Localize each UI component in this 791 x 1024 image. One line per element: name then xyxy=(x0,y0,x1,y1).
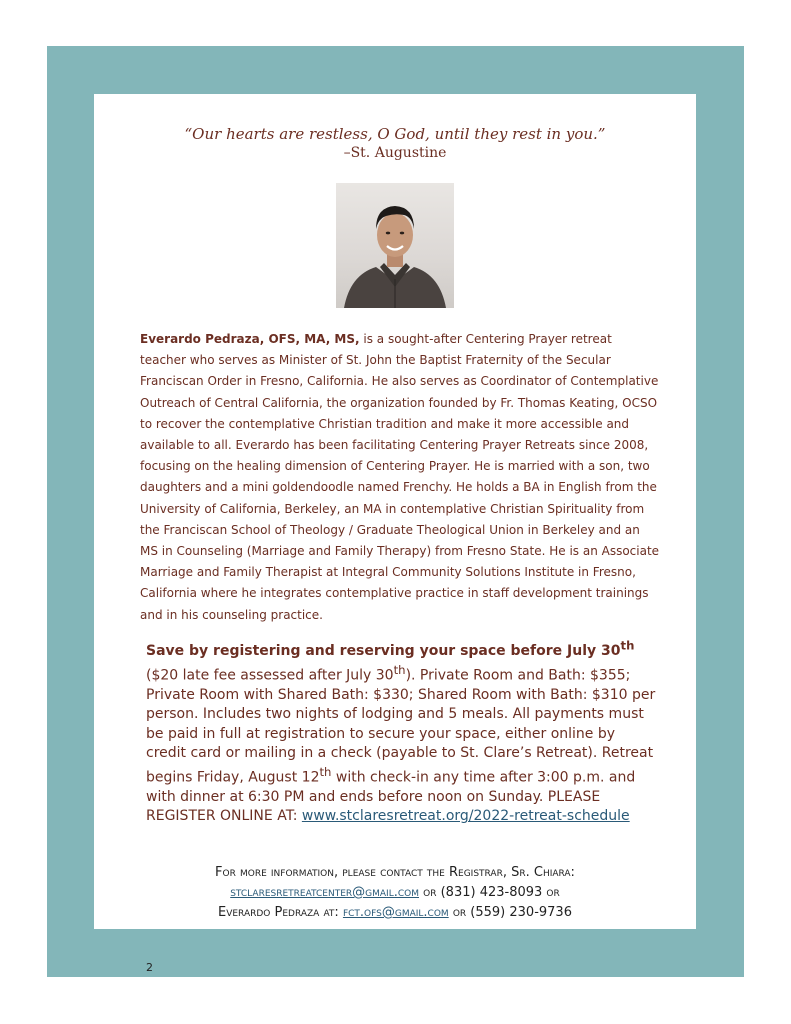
registration-deadline xyxy=(146,638,635,659)
speaker-portrait-illustration xyxy=(336,183,454,308)
contact-line-3 xyxy=(94,903,696,923)
deadline-superscript: th xyxy=(620,638,635,652)
registrar-phone: (831) 423-8093 xyxy=(440,885,543,900)
speaker-bio xyxy=(140,329,660,626)
or-separator: or xyxy=(419,885,441,900)
content-panel xyxy=(94,94,696,929)
speaker-name: Everardo Pedraza, OFS, MA, MS, xyxy=(140,332,360,346)
pricing-text: ). Private Room and Bath: $355; Private Room with Shared Bath: $330; Shared Room with Bath: $310 per person. Includes two nights of lodging and 5 meals. All payments must be paid in full at registration to secure your space, either online by credit card or mailing in a check (payable to St. Clare’s Retreat). Retreat begins Friday, August 12 xyxy=(146,667,656,786)
speaker-contact-label: Everardo Pedraza at: xyxy=(218,905,343,920)
late-fee-text: ($20 late fee assessed after July 30 xyxy=(146,667,394,684)
quote-text: “Our hearts are restless, O God, until they rest in you.” xyxy=(184,125,606,143)
contact-line-1: For more information, please contact the Registrar, Sr. Chiara: xyxy=(215,865,575,880)
registration-info xyxy=(146,636,656,827)
late-fee-superscript: th xyxy=(393,662,406,677)
registrar-email-link[interactable]: stclaresretreatcenter@gmail.com xyxy=(230,885,419,900)
or-separator: or xyxy=(448,905,471,920)
speaker-bio-text: is a sought-after Centering Prayer retreat teacher who serves as Minister of St. John the Baptist Fraternity of the Secular Franciscan Order in Fresno, California. He also serves as Coordinator of Contemplative Outreach of Central California, the organization founded by Fr. Thomas Keating, OCSO to recover the contemplative Christian tradition and make it more accessible and available to all. Everardo has been facilitating Centering Prayer Retreats since 2008, focusing on the healing dimension of Centering Prayer. He is married with a son, two daughters and a mini goldendoodle named Frenchy. He holds a BA in English from the University of California, Berkeley, an MA in contemplative Christian Spirituality from the Franciscan School of Theology / Graduate Theological Union in Berkeley and an MS in Counseling (Marriage and Family Therapy) from Fresno State. He is an Associate Marriage and Family Therapist at Integral Community Solutions Institute in Fresno, California where he integrates contemplative practice in staff development trainings and in his counseling practice. xyxy=(140,332,660,622)
contact-line-2 xyxy=(94,883,696,903)
speaker-phone: (559) 230-9736 xyxy=(470,905,572,920)
registration-deadline-text: Save by registering and reserving your space before July 30 xyxy=(146,642,621,659)
registration-link[interactable]: www.stclaresretreat.org/2022-retreat-schedule xyxy=(301,808,630,825)
speaker-photo xyxy=(336,183,454,308)
contact-info xyxy=(94,863,696,923)
start-date-superscript: th xyxy=(319,765,332,780)
schedule-text: with check-in any time after 3:00 p.m. and with dinner at 6:30 PM and ends before noon on Sunday. PLEASE REGISTER ONLINE AT: xyxy=(146,769,636,825)
or-separator: or xyxy=(542,885,560,900)
speaker-email-link[interactable]: fct.ofs@gmail.com xyxy=(342,905,449,920)
quote-attribution: –St. Augustine xyxy=(343,145,447,161)
page-number: 2 xyxy=(146,961,153,974)
